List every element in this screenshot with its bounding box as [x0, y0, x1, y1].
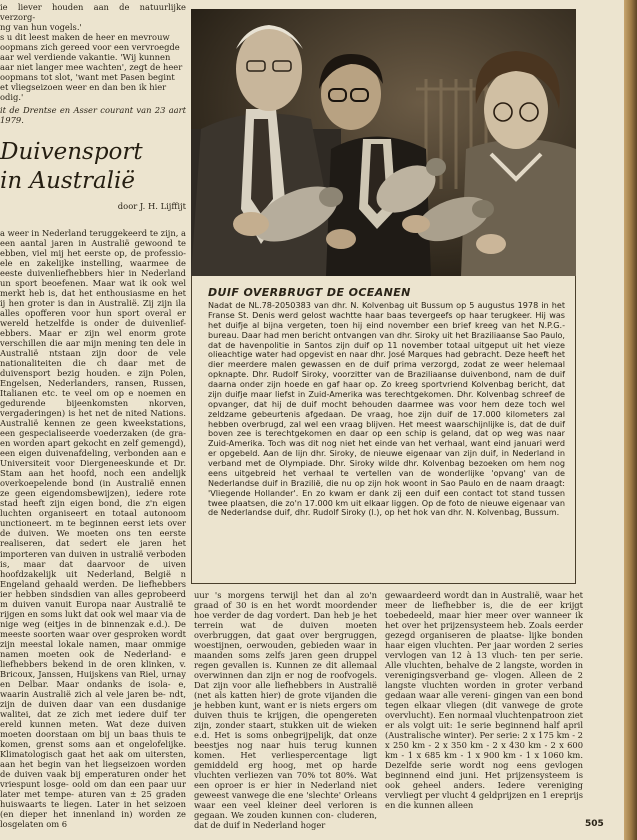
caption-text: Nadat de NL.78-2050383 van dhr. N. Kolvenbag uit Bussum op 5 augustus 1978 in het Franse St. Denis werd gelost wachtte haar baas tevergeefs op haar terugkeer. Hij was het duifje al bijna vergeten, toen hij eind november een brief kreeg van het N.P.G.-bureau. Daar had men bericht ontvangen van dhr. Siroky uit het Braziliaanse Sao Paulo, dat de havenpolitie in Santos zijn duif op 11 november totaal uitgeput uit het vieze olieachtige water had opgevist en naar dhr. José Marques had gebracht. Deze heeft het dier meerdere malen gewassen en de duif prima verzorgd, zodat ze weer helemaal opknapte. Dhr. Rudolf Siroky, voorzitter van de Braziliaanse duivenbond, nam de duif daarna onder zijn hoede en gaf haar op. Zo kreeg sportvriend Kolvenbag bericht, dat zijn duifje maar liefst in Zuid-Amerika was terechtgekomen. Dhr. Kolvenbag schreef de opvanger, dat hij de duif mocht behouden daarmee was voor hem deze toch wel zeldzame gebeurtenis afgedaan. De vraag, hoe zijn duif de 17.000 kilometers zal hebben overbrugd, zal wel een vraag blijven. Het meest waarschijnlijke is, dat de duif boven zee is terechtgekomen en daar op een schip is geland, dat op weg was naar Zuid-Amerika. Toch was dit nog niet het einde van het verhaal, want eind januari werd er opgebeld. Aan de lijn dhr. Siroky, de nieuwe eigenaar van zijn duif, in Nederland in verband met de Olympiade. Dhr. Siroky wilde dhr. Kolvenbag bezoeken om hem nog eens uitgebreid het verhaal te vertellen van de wonderlijke 'opvang' van de Nederlandse duif in Brazilië, die nu op zijn hok woont in Sao Paulo en de naam draagt: 'Vliegende Hollander'. En zo kwam er dank zij een duif een contact tot stand tussen twee plaatsen, die zo'n 17.000 km uit elkaar liggen. Op de foto de nieuwe eigenaar van de Nederlandse duif, dhr. Rudolf Siroky (l.), op het hok van dhr. N. Kolvenbag, Bussum. — [208, 300, 565, 518]
text-line: et vliegseizoen weer en dan ben ik hier — [0, 82, 167, 93]
text-line: odig.' — [0, 92, 24, 103]
text-line: oopmans tot slot, 'want met Pasen begint — [0, 72, 175, 83]
text-line: oopmans zich gereed voor een vervroegde — [0, 42, 180, 53]
article-column-middle: uur 's morgens terwijl het dan al zo'n graad of 30 is en het wordt moordender hoe verder de dag vordert. Dan heb je het terrein wat de duiven moeten overbruggen, dat gaat over bergruggen, woestijnen, oerwouden, gebieden waar in maanden soms zelfs jaren geen druppel regen gevallen is. Kunnen ze dit allemaal overwinnen dan zijn er nog de roofvogels. Dat zijn voor alle liefhebbers in Australië (net als katten hier) de grote vijanden die je hebben kunt, want er is niets ergers om duiven thuis te krijgen, die opengereten zijn, zonder staart, stukken uit de wieken e.d. Het is soms onbegrijpelijk, dat onze beestjes nog naar huis terug kunnen komen. Het verliespercentage ligt gemiddeld erg hoog, met op harde vluchten verliezen van 70% tot 80%. Wat een oproer is er hier in Nederland niet geweest vanwege die ene 'slechte' Orleans waar een veel kleiner deel verloren is gegaan. We zouden kunnen con- cluderen, dat de duif in Nederland hoger — [194, 590, 377, 831]
previous-article-ending — [0, 2, 186, 126]
photo-caption-box — [191, 276, 576, 584]
source-citation: it de Drentse en Asser courant van 23 aart 1979. — [0, 105, 186, 126]
article-photo — [191, 9, 576, 276]
photo-illustration — [191, 9, 576, 276]
headline-line-2: in Australië — [0, 168, 135, 194]
headline-line-1: Duivensport — [0, 139, 143, 165]
page-edge — [624, 0, 637, 840]
text-line: ng van hun vogels.' — [0, 22, 82, 33]
article-column-left: a weer in Nederland teruggekeerd te zijn, a een aantal jaren in Australië gewoond te ebben, viel mij het eerste op, de professio- ele en zakelijke instelling, waarmee de eeste duivenliefhebbers hier in Nederland un sport beoefenen. Maar wat ik ook wel merkt heb is, dat het enthousiasme en het ij hen groter is dan in Australië. Zij zijn ila alles opofferen voor hun sport overal er wereld hetzelfde is onder de duivenlief- ebbers. Maar er zijn wel enorm grote verschillen die aar mijn mening ten dele in Australië ntstaan zijn door de vele nationaliteiten die ch daar met de duivensport bezig houden. e zijn Polen, Engelsen, Nederlanders, ransen, Russen, Italianen etc. te veel om op e noemen en gedurende bijeenkomsten nkorven, vergaderingen) is het net de nited Nations. Australië kennen ze geen kweekstations, een gespecialiseerde voederzaken (de gra- en worden apart gekocht en zelf gemengd), een eigen duivenafdeling, verbonden aan e Universiteit voor Diergeneeskunde et Dr. Stam aan het hoofd, noch een andelijk overkoepelende bond (in Australië ennen ze geen eigendomsbewijzen), iedere rote stad heeft zijn eigen bond, die z'n eigen luchten organiseert en totaal autonoom unctioneert. m te beginnen eerst iets over de duiven. We moeten ons ten eerste realiseren, dat sedert ele jaren het importeren van duiven in ustralië verboden is, maar dat daarvoor de uiven hoofdzakelijk uit Nederland, België n Engeland gehaald werden. De liefhebbers ier hebben sindsdien van alles geprobeerd m duiven vanuit Europa naar Australië te rijgen en soms lukt dat ook wel maar via de nige weg (eitjes in de binnenzak e.d.). De meeste soorten waar over gesproken wordt zijn meestal lokale namen, maar ommige namen moeten ook de Nederland- e liefhebbers bekend in de oren klinken, v. Bricoux, Janssen, Huijskens van Riel, urnay en Delbar. Maar ondanks de isola- e, waarin Australië zich al vele jaren be- ndt, zijn de duiven daar van een dusdanige walitei, dat ze zich met iedere duif ter ereld kunnen meten. Wat deze duiven moeten doorstaan om bij un baas thuis te komen, grenst soms aan et ongelofelijke. Klimatologisch gaat het aak om uitersten, aan het begin van het liegseizoen worden de duiven vaak bij emperaturen onder het vriespunt losge- oold om dan een paar uur later met tempe- aturen van ± 25 graden huiswaarts te liegen. Later in het seizoen (en dieper het innenland in) worden ze losgelaten om 6 — [0, 228, 186, 829]
text-line: s u dit leest maken de heer en mevrouw — [0, 32, 170, 43]
text-line: aar niet langer mee wachten', zegt de heer — [0, 62, 183, 73]
article-column-right: gewaardeerd wordt dan in Australië, waar het meer de liefhebber is, die de eer krijgt toebedeeld, maar hier meer over wanneer ik het over het prijzensysteem heb. Zoals eerder gezegd organiseren de plaatse- lijke bonden haar eigen vluchten. Per jaar worden 2 series vervlogen van 12 à 13 vluch- ten per serie. Alle vluchten, behalve de 2 langste, worden in verenigingsverband ge- vlogen. Alleen de 2 langste vluchten worden in groter verband gedaan waar alle vereni- gingen van een bond tegen elkaar vliegen (dit vanwege de grote overvlucht). Een normaal vluchtenpatroon ziet er als volgt uit: 1e serie beginnend half april (Australische winter). Per serie: 2 x 175 km - 2 x 250 km - 2 x 350 km - 2 x 430 km - 2 x 600 km - 1 x 685 km - 1 x 900 km - 1 x 1060 km. Dezelfde serie wordt nog eens gevlogen beginnend eind juni. Het prijzensysteem is ook geheel anders. Iedere vereniging vervliegt per vlucht 4 geldprijzen en 1 ereprijs en die kunnen alleen — [385, 590, 583, 811]
article-byline: door J. H. Lijffijt — [117, 201, 186, 211]
caption-title: DUIF OVERBRUGT DE OCEANEN — [208, 286, 411, 299]
text-line: ie liever houden aan de natuurlijke verzorg- — [0, 2, 186, 23]
page-number: 505 — [585, 819, 604, 829]
article-headline — [0, 138, 188, 196]
text-line: aar wel verdiende vakantie. 'Wij kunnen — [0, 52, 171, 63]
